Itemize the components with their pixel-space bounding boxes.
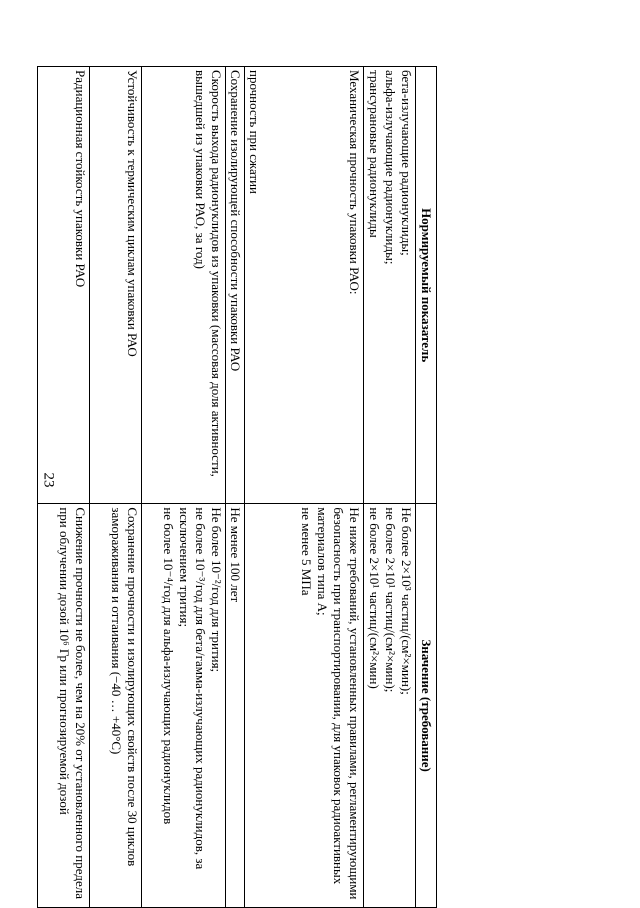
indicator-line: Устойчивость к термическим циклам упаковки РАО [125, 70, 140, 357]
indicator-cell [142, 67, 226, 504]
header-value: Значение (требование) [416, 504, 437, 908]
table-row [226, 67, 245, 908]
table-row [364, 67, 416, 908]
value-cell [245, 504, 364, 908]
value-line: Сохранение прочности и изолирующих свойств после 30 циклов замораживания и оттаивания (−40 … +40°С) [109, 507, 140, 867]
indicator-line: Сохранение изолирующей способности упаковки РАО [228, 70, 243, 372]
indicator-line: трансурановые радионуклиды [367, 70, 382, 238]
value-line: Снижение прочности не более, чем на 20% от установленного предела при облучении дозой 10⁶ Гр или прогнозируемой дозой [57, 507, 88, 899]
indicator-cell [364, 67, 416, 504]
indicator-cell [245, 67, 364, 504]
page-number: 23 [40, 472, 57, 488]
indicator-cell [226, 67, 245, 504]
indicator-line: Механическая прочность упаковки РАО: [347, 70, 362, 295]
requirements-table [37, 66, 437, 908]
value-line: не более 2×10¹ частиц/(см²×мин); [383, 507, 398, 693]
value-line: не более 10⁻³/год для бета/гамма-излучающих радионуклидов, за исключением трития; [177, 507, 208, 870]
value-cell [38, 504, 90, 908]
value-cell [364, 504, 416, 908]
indicator-line: альфа-излучающие радионуклиды; [383, 70, 398, 265]
table-row [90, 67, 142, 908]
table-row [245, 67, 364, 908]
indicator-cell [38, 67, 90, 504]
table-row [38, 67, 90, 908]
indicator-line: Радиационная стойкость упаковки РАО [73, 70, 88, 288]
table-header-row [416, 67, 437, 908]
value-line: Не более 2×10³ частиц/(см²×мин); [399, 507, 414, 695]
value-line: Не менее 100 лет [228, 507, 243, 603]
value-line: Не ниже требований, установленных правилами, регламентирующими безопасность при транспортировании, для упаковок радиоактивных материалов типа А; [315, 507, 362, 900]
indicator-line: прочность при сжатии [247, 70, 262, 195]
cell-spacer [262, 70, 346, 500]
value-cell [226, 504, 245, 908]
header-indicator: Нормируемый показатель [416, 67, 437, 504]
indicator-line: бета-излучающие радионуклиды; [399, 70, 414, 256]
value-line: не более 10⁻⁴/год для альфа-излучающих радионуклидов [161, 507, 176, 825]
value-cell [90, 504, 142, 908]
indicator-line: Скорость выхода радионуклидов из упаковки (массовая доля активности, вышедшей из упаковки РАО, за год) [193, 70, 224, 477]
indicator-cell [90, 67, 142, 504]
value-cell [142, 504, 226, 908]
value-line: Не более 10⁻²/год для трития; [209, 507, 224, 673]
table-row [142, 67, 226, 908]
value-line: не менее 5 МПа [299, 507, 314, 596]
value-line: не более 2×10¹ частиц/(см²×мин) [367, 507, 382, 689]
